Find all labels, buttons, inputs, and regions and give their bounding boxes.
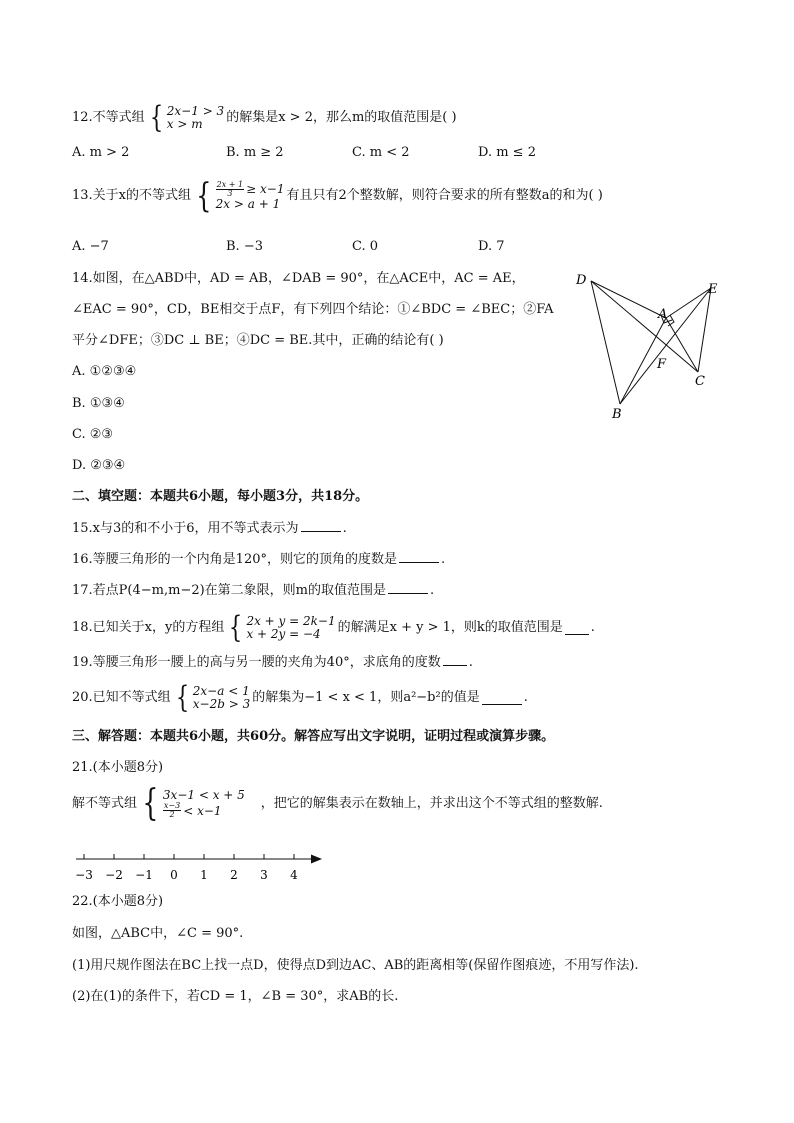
q17-end: .: [430, 583, 435, 598]
q20-suffix: 的解集为−1 < x < 1，则a²−b²的值是: [252, 690, 480, 705]
label-C: C: [695, 374, 705, 389]
q13-row1-rest: ≥ x−1: [246, 182, 285, 196]
q18-sys-row1: 2x + y = 2k−1: [246, 614, 336, 628]
q12-option-a: A. m > 2: [72, 145, 130, 160]
q12-option-c: C. m < 2: [352, 145, 410, 160]
q20-system: [173, 680, 251, 715]
q16-text: 16.等腰三角形的一个内角是120°，则它的顶角的度数是: [72, 552, 397, 567]
q18-prefix: 18.已知关于x，y的方程组: [72, 620, 225, 635]
q13-frac-num: 2x + 1: [216, 180, 244, 189]
q13-sys-row2: 2x > a + 1: [215, 197, 281, 211]
number-line-tick-label: 0: [170, 868, 178, 882]
q13-option-c: C. 0: [352, 239, 379, 254]
q13-frac-den: 3: [227, 189, 233, 198]
number-line-tick-label: 2: [230, 868, 238, 882]
section-3-heading: 三、解答题：本题共6小题，共60分。解答应写出文字说明，证明过程或演算步骤。: [72, 729, 555, 744]
q21-sys-row1: 3x−1 < x + 5: [162, 788, 245, 802]
answer-blank: [482, 692, 522, 705]
q18-system: [226, 610, 336, 645]
q13-suffix: 有且只有2个整数解，则符合要求的所有整数a的和为( ): [286, 188, 603, 203]
answer-blank: [443, 653, 467, 666]
q18-end: .: [590, 620, 595, 635]
q17-text: 17.若点P(4−m,m−2)在第二象限，则m的取值范围是: [72, 583, 387, 598]
q13-fraction: [216, 181, 244, 198]
label-D: D: [576, 273, 587, 288]
label-A: A: [658, 307, 668, 322]
q14-option-c: C. ②③: [72, 427, 114, 442]
q21-frac-num: x−3: [163, 801, 181, 810]
q12-suffix: 的解集是x > 2，那么m的取值范围是( ): [226, 110, 457, 125]
number-line-tick-label: −1: [135, 868, 153, 882]
q18-sys-row2: x + 2y = −4: [246, 627, 321, 641]
brace-icon: {: [175, 680, 189, 715]
q12-system: [147, 100, 225, 135]
brace-icon: {: [149, 100, 163, 135]
q14-line-2: ∠EAC = 90°，CD，BE相交于点F，有下列四个结论：①∠BDC = ∠BEC；②FA: [72, 302, 554, 317]
q22-intro: 如图，△ABC中，∠C = 90°.: [72, 926, 244, 941]
q14-option-d: D. ②③④: [72, 458, 126, 473]
q14-option-a: A. ①②③④: [72, 364, 137, 379]
number-line-tick-label: −3: [75, 868, 93, 882]
question-16: [72, 550, 445, 569]
q22-part1: (1)用尺规作图法在BC上找一点D，使得点D到边AC、AB的距离相等(保留作图痕迹，不用写作法).: [72, 958, 639, 973]
q13-option-b: B. −3: [226, 239, 263, 254]
q13-option-a: A. −7: [72, 239, 109, 254]
brace-icon: {: [142, 782, 159, 824]
q20-end: .: [523, 690, 528, 705]
q12-option-d: D. m ≤ 2: [478, 145, 536, 160]
q21-number-line: [70, 848, 330, 884]
question-19: [72, 653, 473, 672]
question-18: [72, 610, 595, 645]
q19-text: 19.等腰三角形一腰上的高与另一腰的夹角为40°，求底角的度数: [72, 655, 441, 670]
section-2-heading: 二、填空题：本题共6小题，每小题3分，共18分。: [72, 489, 369, 504]
q14-option-b: B. ①③④: [72, 396, 125, 411]
brace-icon: {: [196, 176, 212, 216]
answer-blank: [399, 550, 439, 563]
q19-end: .: [468, 655, 473, 670]
q12-prefix: 12.不等式组: [72, 110, 145, 125]
q21-row2-rest: < x−1: [183, 803, 222, 818]
q14-line-3: 平分∠DFE；③DC ⊥ BE；④DC = BE.其中，正确的结论有( ): [72, 333, 444, 348]
brace-icon: {: [229, 610, 243, 645]
q13-prefix: 13.关于x的不等式组: [72, 188, 192, 203]
label-F: F: [657, 357, 667, 372]
answer-blank: [301, 519, 341, 532]
q13-option-d: D. 7: [478, 239, 505, 254]
answer-blank: [388, 581, 428, 594]
number-line-tick-label: 4: [290, 868, 298, 882]
q12-option-b: B. m ≥ 2: [226, 145, 284, 160]
label-E: E: [708, 282, 718, 297]
question-12: [72, 100, 457, 135]
q13-system: [193, 176, 285, 216]
number-line-tick-label: −2: [105, 868, 123, 882]
question-20: [72, 680, 528, 715]
q15-text: 15.x与3的和不小于6，用不等式表示为: [72, 521, 299, 536]
question-15: [72, 519, 347, 538]
question-17: [72, 581, 434, 600]
q22-header: 22.(本小题8分): [72, 894, 164, 909]
q12-sys-row1: 2x−1 > 3: [166, 104, 225, 118]
question-21: [72, 782, 603, 824]
q21-suffix: ，把它的解集表示在数轴上，并求出这个不等式组的整数解.: [260, 795, 603, 811]
number-line-tick-label: 3: [260, 868, 268, 882]
q21-fraction: [163, 802, 181, 819]
label-B: B: [612, 407, 622, 422]
q12-sys-row2: x > m: [166, 117, 203, 131]
question-13: [72, 176, 603, 216]
q21-header: 21.(本小题8分): [72, 760, 164, 775]
q21-prefix: 解不等式组: [72, 795, 138, 811]
q22-part2: (2)在(1)的条件下，若CD = 1，∠B = 30°，求AB的长.: [72, 989, 399, 1004]
q20-sys-row1: 2x−a < 1: [192, 684, 250, 698]
q20-prefix: 20.已知不等式组: [72, 690, 171, 705]
q21-frac-den: 2: [169, 810, 175, 819]
number-line-tick-label: 1: [200, 868, 208, 882]
q21-system: [139, 782, 245, 824]
q14-geometry-figure: [570, 268, 730, 428]
q14-line-1: 14.如图，在△ABD中，AD = AB，∠DAB = 90°，在△ACE中，AC = AE，: [72, 271, 525, 286]
q18-suffix: 的解满足x + y > 1，则k的取值范围是: [337, 620, 563, 635]
q16-end: .: [441, 552, 446, 567]
q15-end: .: [342, 521, 347, 536]
answer-blank: [565, 622, 589, 635]
q20-sys-row2: x−2b > 3: [192, 697, 251, 711]
